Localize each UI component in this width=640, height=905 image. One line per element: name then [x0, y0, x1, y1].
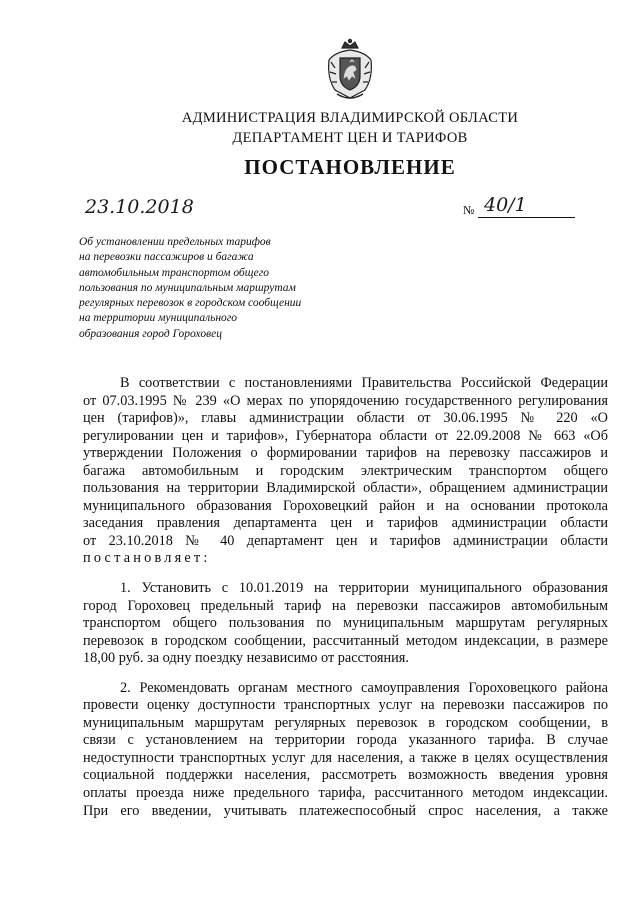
body-line: социальной поддержки населения, рассмотреть возможность введения уровня	[83, 767, 608, 784]
subject-line: регулярных перевозок в городском сообщении	[79, 297, 302, 310]
body-line: муниципальным маршрутам регулярных перевозок в городском сообщении, в	[83, 714, 608, 731]
subject-line: Об установлении предельных тарифов	[79, 236, 271, 248]
body-line: от 23.10.2018 № 40 департамент цен и тарифов администрации области	[83, 532, 608, 549]
body-line: 18,00 руб. за одну поездку независимо от расстояния.	[83, 650, 409, 667]
body-line: 2. Рекомендовать органам местного самоуправления Гороховецкого района	[120, 679, 608, 696]
body-line: провести оценку доступности транспортных услуг на перевозки пассажиров по	[83, 697, 608, 714]
document-number: 40/1	[484, 194, 527, 216]
body-line: пользования на территории Владимирской области», обращением администрации	[83, 480, 608, 497]
body-line: недоступности транспортных услуг для населения, а также в целях осуществления	[83, 749, 608, 766]
resolution-word: постановляет:	[83, 550, 211, 567]
body-line: транспортом общего пользования по муниципальным маршрутам регулярных	[83, 615, 608, 632]
body-line: город Гороховец предельный тариф на перевозки пассажиров автомобильным	[83, 597, 608, 614]
subject-line: пользования по муниципальным маршрутам	[79, 281, 296, 294]
subject-line: на территории муниципального	[79, 312, 238, 325]
body-line: цен (тарифов)», главы администрации области от 30.06.1995 № 220 «О	[83, 410, 608, 427]
body-line: муниципального образования Гороховецкий район и на основании протокола	[83, 497, 608, 514]
body-line: При его введении, учитывать платежеспособный спрос населения, а также	[83, 802, 608, 819]
organization-line-1: АДМИНИСТРАЦИЯ ВЛАДИМИРСКОЙ ОБЛАСТИ	[181, 110, 519, 126]
document-subject	[79, 235, 409, 342]
body-line: регулировании цен и тарифов», Губернатора области от 22.09.2008 № 663 «Об	[83, 427, 608, 444]
subject-line: на перевозки пассажиров и багажа	[79, 251, 254, 264]
body-line: 1. Установить с 10.01.2019 на территории муниципального образования	[120, 580, 608, 597]
number-underline	[478, 217, 575, 218]
body-line: багажа автомобильным и городским электрическим транспортом общего	[83, 462, 608, 479]
subject-line: образования город Гороховец	[79, 327, 222, 340]
document-date: 23.10.2018	[85, 196, 194, 218]
organization-line-2: ДЕПАРТАМЕНТ ЦЕН И ТАРИФОВ	[232, 130, 468, 146]
coat-of-arms-emblem-icon	[325, 38, 375, 102]
subject-line: автомобильным транспортом общего	[79, 266, 270, 279]
body-line: перевозок в городском сообщении, рассчитанный методом индексации, в размере	[83, 632, 608, 649]
body-line: В соответствии с постановлениями Правительства Российской Федерации	[120, 375, 608, 391]
item-1-paragraph	[83, 580, 608, 668]
body-line: заседания правления департамента цен и тарифов администрации области	[83, 515, 608, 532]
body-line: оплаты проезда ниже предельного тарифа, рассчитанного методом индексации.	[83, 785, 608, 802]
item-2-paragraph	[83, 680, 608, 820]
body-line: утверждении Положения о формировании тарифов на перевозку пассажиров и	[83, 445, 608, 462]
document-body	[83, 375, 608, 820]
document-type-title: ПОСТАНОВЛЕНИЕ	[244, 155, 456, 179]
number-label: №	[463, 203, 475, 217]
preamble-paragraph	[83, 375, 608, 568]
body-line: связи с установлением на территории города указанного тарифа. В случае	[83, 732, 608, 749]
body-line: от 07.03.1995 № 239 «О мерах по упорядочению государственного регулирования	[83, 392, 608, 409]
